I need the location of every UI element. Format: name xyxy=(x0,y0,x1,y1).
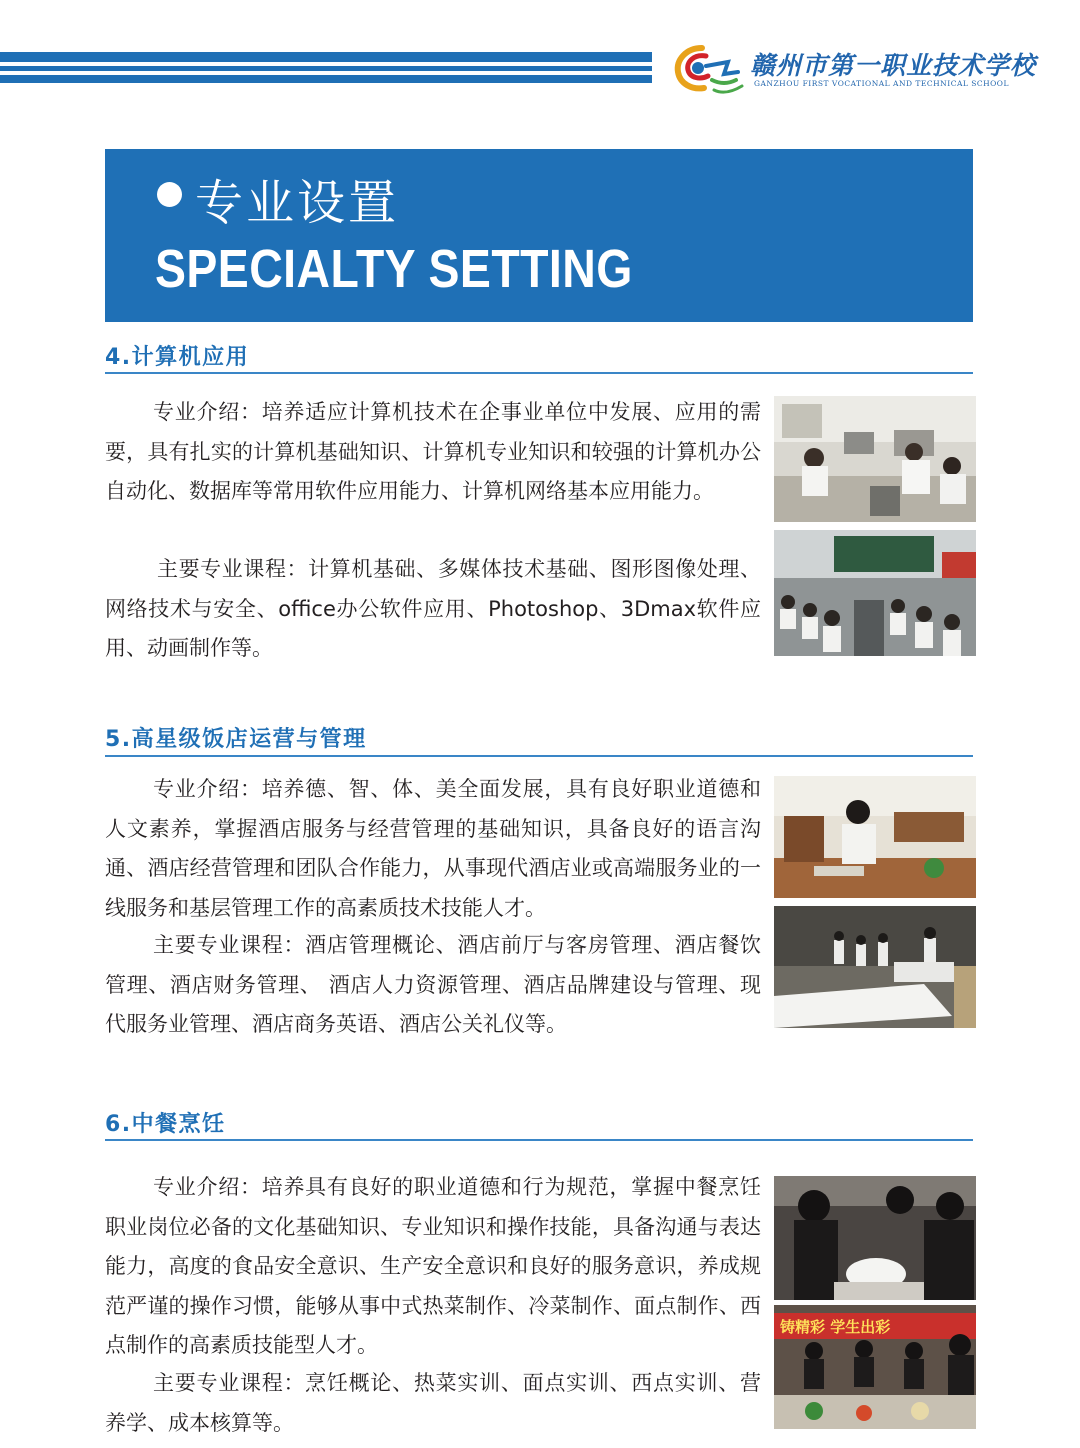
section-title: 5.高星级饭店运营与管理 xyxy=(105,727,367,752)
computer-classroom-photo xyxy=(774,530,976,656)
header-stripe xyxy=(0,75,652,83)
section-divider xyxy=(105,372,973,374)
school-name-en: GANZHOU FIRST VOCATIONAL AND TECHNICAL SCHOOL xyxy=(754,79,1009,88)
section-intro: 专业介绍：培养适应计算机技术在企事业单位中发展、应用的需要，具有扎实的计算机基础知识、计算机专业知识和较强的计算机办公自动化、数据库等常用软件应用能力、计算机网络基本应用能力。 xyxy=(105,400,761,503)
banner-title-cn: 专业设置 xyxy=(195,175,400,231)
header-stripe xyxy=(0,66,652,71)
section-divider xyxy=(105,1139,973,1141)
section-divider xyxy=(105,755,973,757)
section-courses: 主要专业课程：烹饪概论、热菜实训、面点实训、西点实训、营养学、成本核算等。 xyxy=(105,1371,761,1435)
section-courses: 主要专业课程：计算机基础、多媒体技术基础、图形图像处理、网络技术与安全、office办公软件应用、Photoshop、3Dmax软件应用、动画制作等。 xyxy=(105,557,761,660)
school-emblem-icon xyxy=(672,40,748,100)
cooking-class-photo xyxy=(774,1176,976,1300)
section-intro: 专业介绍：培养具有良好的职业道德和行为规范，掌握中餐烹饪职业岗位必备的文化基础知识、专业知识和操作技能，具备沟通与表达能力，高度的食品安全意识、生产安全意识和良好的服务意识，养成规范严谨的操作习惯，能够从事中式热菜制作、冷菜制作、面点制作、西点制作的高素质技能型人才。 xyxy=(105,1175,761,1357)
section-intro: 专业介绍：培养德、智、体、美全面发展，具有良好职业道德和人文素养，掌握酒店服务与经营管理的基础知识，具备良好的语言沟通、酒店经营管理和团队合作能力，从事现代酒店业或高端服务业的一线服务和基层管理工作的高素质技术技能人才。 xyxy=(105,777,761,920)
culinary-competition-photo xyxy=(774,1305,976,1429)
header-stripe xyxy=(0,52,652,62)
section-title: 6.中餐烹饪 xyxy=(105,1112,226,1137)
school-name-cn: 赣州市第一职业技术学校 xyxy=(750,51,1037,80)
photo-banner-text: 铸精彩 学生出彩 xyxy=(780,1318,891,1336)
tea-service-photo xyxy=(774,776,976,898)
title-banner xyxy=(105,149,973,322)
computer-lab-photo xyxy=(774,396,976,522)
school-logo xyxy=(672,40,1072,100)
bullet-dot-icon xyxy=(157,182,182,207)
section-courses: 主要专业课程：酒店管理概论、酒店前厅与客房管理、酒店餐饮管理、酒店财务管理、 酒店人力资源管理、酒店品牌建设与管理、现代服务业管理、酒店商务英语、酒店公关礼仪等。 xyxy=(105,933,761,1036)
section-title: 4.计算机应用 xyxy=(105,345,250,370)
banner-title-en: SPECIALTY SETTING xyxy=(155,239,633,299)
housekeeping-training-photo xyxy=(774,906,976,1028)
